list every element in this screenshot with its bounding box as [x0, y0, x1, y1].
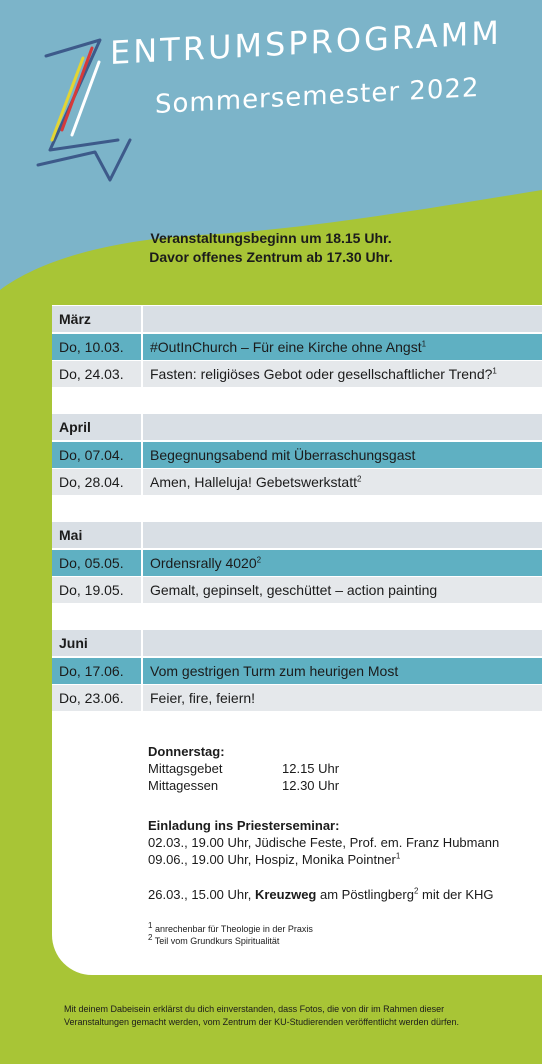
event-date: Do, 17.06. [52, 658, 141, 684]
event-row [52, 550, 542, 576]
event-title: Amen, Halleluja! Gebetswerkstatt [150, 474, 357, 490]
disclaimer: Mit deinem Dabeisein erklärst du dich einverstanden, dass Fotos, die von dir im Rahmen dieser Veranstaltungen gemacht werden, vom Zentrum der KU-Studierenden veröffentlicht werden dürfen. [64, 1004, 460, 1027]
event-row [52, 658, 542, 684]
event-date: Do, 07.04. [52, 442, 141, 468]
title-line1: ENTRUMSPROGRAMM [110, 13, 502, 72]
event-title: Fasten: religiöses Gebot oder gesellschaftlicher Trend? [150, 366, 493, 382]
kreuzweg-bold: Kreuzweg [254, 887, 317, 902]
month-row [52, 522, 542, 548]
seminar-line2-note: 1 [395, 851, 401, 861]
event-date: Do, 05.05. [52, 550, 141, 576]
thursday-heading: Donnerstag: [148, 744, 225, 759]
thursday-item-time: 12.30 Uhr [282, 778, 340, 793]
start-info-line1: Veranstaltungsbeginn um 18.15 Uhr. [150, 230, 392, 246]
event-title: #OutInChurch – Für eine Kirche ohne Angst [150, 339, 422, 355]
seminar-section [148, 817, 499, 868]
seminar-heading: Einladung ins Priesterseminar: [148, 818, 340, 833]
footnotes: $^1$ anrechenbar für Theologie in der Praxis $^2$ Teil vom Grundkurs Spiritualität [148, 921, 313, 946]
month-row [52, 414, 542, 440]
event-note: 2 [256, 555, 262, 565]
event-title: Ordensrally 4020 [150, 555, 257, 571]
event-date: Do, 19.05. [52, 577, 141, 603]
event-note: 1 [492, 366, 497, 376]
event-note: 1 [421, 339, 427, 349]
event-row [52, 577, 542, 603]
event-title: Feier, fire, feiern! [150, 690, 256, 706]
event-date: Do, 28.04. [52, 469, 141, 495]
month-name: Mai [52, 522, 141, 548]
footnote-1: anrechenbar für Theologie in der Praxis [152, 924, 313, 934]
seminar-line2: 09.06., 19.00 Uhr, Hospiz, Monika Pointner [148, 852, 396, 867]
thursday-item-label: Mittagessen [148, 778, 219, 793]
event-date: Do, 10.03. [52, 334, 141, 360]
event-row [52, 469, 542, 495]
month-name: März [52, 306, 141, 332]
event-note: 2 [356, 474, 362, 484]
month-row [52, 306, 542, 332]
month-name: April [52, 414, 141, 440]
footnote-2: Teil vom Grundkurs Spiritualität [152, 936, 280, 946]
event-row [52, 685, 542, 711]
month-row [52, 630, 542, 656]
event-title: Begegnungsabend mit Überraschungsgast [150, 447, 416, 463]
start-info-line2: Davor offenes Zentrum ab 17.30 Uhr. [149, 249, 393, 265]
thursday-item-label: Mittagsgebet [148, 761, 223, 776]
thursday-section [148, 743, 339, 794]
event-title: Gemalt, gepinselt, geschüttet – action painting [150, 582, 438, 598]
title-line2: Sommersemester 2022 [155, 72, 480, 120]
kreuzweg-note: 2 [413, 886, 419, 896]
event-row [52, 334, 542, 360]
event-row [52, 442, 542, 468]
event-row [52, 361, 542, 387]
event-date: Do, 24.03. [52, 361, 141, 387]
month-name: Juni [52, 630, 141, 656]
event-date: Do, 23.06. [52, 685, 141, 711]
thursday-item-time: 12.15 Uhr [282, 761, 340, 776]
kreuzweg-line: 26.03., 15.00 Uhr, Kreuzweg am Pöstlingberg$^2$ mit der KHG [148, 886, 494, 902]
event-title: Vom gestrigen Turm zum heurigen Most [150, 663, 399, 679]
seminar-line1: 02.03., 19.00 Uhr, Jüdische Feste, Prof. em. Franz Hubmann [148, 835, 500, 850]
